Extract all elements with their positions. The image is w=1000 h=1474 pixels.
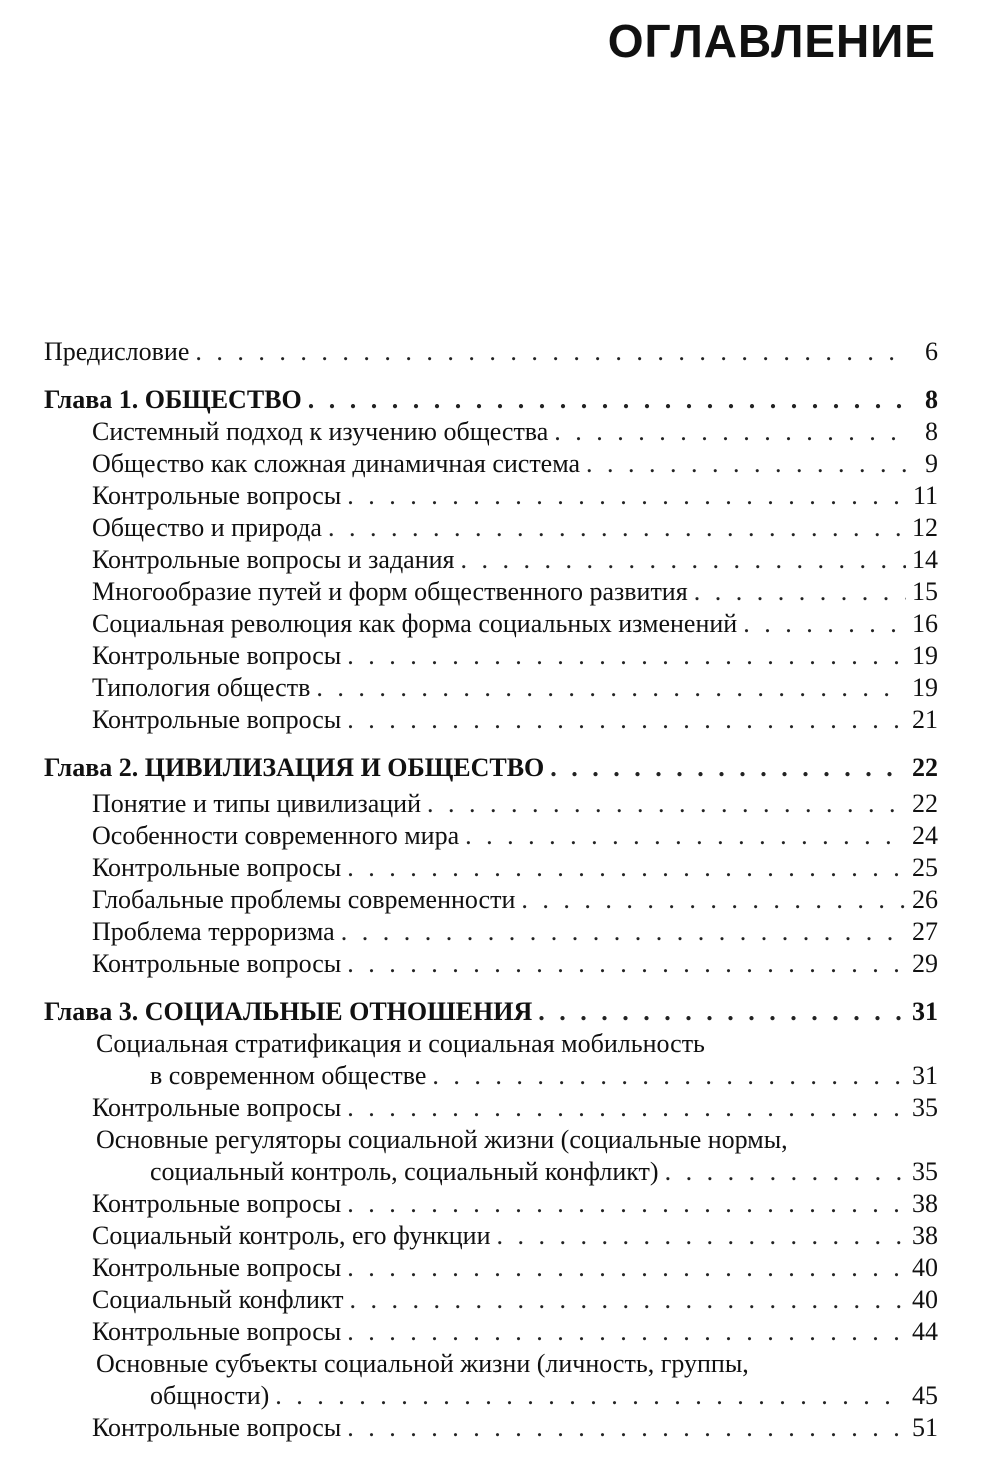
leader-dots xyxy=(586,448,906,480)
toc-entry[interactable] xyxy=(92,1188,938,1220)
leader-dots xyxy=(694,576,906,608)
toc-page-number: 51 xyxy=(912,1413,938,1442)
leader-dots xyxy=(665,1156,906,1188)
toc-entry[interactable] xyxy=(92,788,938,820)
toc-page-number: 22 xyxy=(912,789,938,818)
leader-dots xyxy=(347,948,906,980)
toc-chapter-3[interactable] xyxy=(44,996,938,1028)
leader-dots xyxy=(347,704,906,736)
toc-entry-text: Контрольные вопросы xyxy=(92,1189,342,1218)
toc-page-number: 31 xyxy=(912,997,938,1026)
toc-entry[interactable] xyxy=(92,608,938,640)
toc-page-number: 15 xyxy=(912,577,938,606)
table-of-contents xyxy=(0,336,1000,1444)
toc-entry[interactable] xyxy=(92,672,938,704)
toc-entry-text: Контрольные вопросы xyxy=(92,705,342,734)
leader-dots xyxy=(347,640,906,672)
leader-dots xyxy=(743,608,906,640)
toc-page-number: 40 xyxy=(912,1285,938,1314)
toc-page-number: 38 xyxy=(912,1189,938,1218)
toc-entry-text: Общество как сложная динамичная система xyxy=(92,449,581,478)
leader-dots xyxy=(550,752,906,784)
toc-entry-text: Контрольные вопросы xyxy=(92,853,342,882)
toc-entry[interactable] xyxy=(92,1284,938,1316)
leader-dots xyxy=(347,1316,906,1348)
toc-page-number: 16 xyxy=(912,609,938,638)
toc-entry-text: Глобальные проблемы современности xyxy=(92,885,516,914)
toc-entry-text: Общество и природа xyxy=(92,513,322,542)
toc-entry[interactable] xyxy=(92,576,938,608)
toc-entry-text: Многообразие путей и форм общественного развития xyxy=(92,577,688,606)
toc-entry-text-line1: Основные регуляторы социальной жизни (социальные нормы, xyxy=(96,1125,788,1154)
leader-dots xyxy=(347,480,906,512)
leader-dots xyxy=(195,336,906,368)
page-title: ОГЛАВЛЕНИЕ xyxy=(607,15,936,67)
leader-dots xyxy=(308,384,906,416)
toc-chapter-title: Глава 3. СОЦИАЛЬНЫЕ ОТНОШЕНИЯ xyxy=(44,997,533,1026)
toc-entry[interactable] xyxy=(92,448,938,480)
toc-page-number: 19 xyxy=(912,641,938,670)
toc-entry-text: Проблема терроризма xyxy=(92,917,335,946)
toc-entry-text: Понятие и типы цивилизаций xyxy=(92,789,421,818)
toc-entry-text: Типология обществ xyxy=(92,673,311,702)
toc-page-number: 24 xyxy=(912,821,938,850)
leader-dots xyxy=(347,1092,906,1124)
toc-page-number: 25 xyxy=(912,853,938,882)
toc-entry-text: Особенности современного мира xyxy=(92,821,460,850)
toc-entry-text: Контрольные вопросы xyxy=(92,1317,342,1346)
toc-chapter-title: Глава 2. ЦИВИЛИЗАЦИЯ И ОБЩЕСТВО xyxy=(44,753,545,782)
toc-chapter-2[interactable] xyxy=(44,752,938,784)
toc-entry-text: Предисловие xyxy=(44,337,190,366)
leader-dots xyxy=(341,916,906,948)
toc-entry[interactable] xyxy=(92,480,938,512)
toc-entry[interactable] xyxy=(92,512,938,544)
leader-dots xyxy=(554,416,906,448)
toc-page-number: 19 xyxy=(912,673,938,702)
toc-page-number: 38 xyxy=(912,1221,938,1250)
leader-dots xyxy=(275,1380,906,1412)
toc-entry[interactable] xyxy=(92,704,938,736)
leader-dots xyxy=(347,1188,906,1220)
toc-page-number: 12 xyxy=(912,513,938,542)
toc-page-number: 29 xyxy=(912,949,938,978)
leader-dots xyxy=(432,1060,906,1092)
toc-entry[interactable] xyxy=(92,1220,938,1252)
leader-dots xyxy=(465,820,906,852)
toc-entry-text: Контрольные вопросы xyxy=(92,481,342,510)
toc-entry-text: в современном обществе xyxy=(150,1061,427,1090)
leader-dots xyxy=(350,1284,906,1316)
toc-entry-preface[interactable] xyxy=(44,336,938,368)
toc-entry-text: социальный контроль, социальный конфликт) xyxy=(150,1157,659,1186)
toc-entry[interactable] xyxy=(92,1316,938,1348)
toc-entry-text: Социальная революция как форма социальных изменений xyxy=(92,609,738,638)
toc-page-number: 21 xyxy=(912,705,938,734)
toc-entry[interactable] xyxy=(92,416,938,448)
toc-entry-text: Контрольные вопросы xyxy=(92,1093,342,1122)
toc-entry[interactable] xyxy=(150,1156,938,1188)
toc-page-number: 11 xyxy=(912,481,938,510)
leader-dots xyxy=(316,672,906,704)
toc-entry[interactable] xyxy=(92,852,938,884)
toc-entry[interactable] xyxy=(92,948,938,980)
toc-entry-text: Контрольные вопросы xyxy=(92,1413,342,1442)
toc-entry-text: Контрольные вопросы xyxy=(92,1253,342,1282)
toc-page-number: 8 xyxy=(925,385,938,414)
toc-page-number: 40 xyxy=(912,1253,938,1282)
toc-page-number: 8 xyxy=(925,417,938,446)
toc-page-number: 9 xyxy=(925,449,938,478)
toc-page-number: 26 xyxy=(912,885,938,914)
leader-dots xyxy=(347,1252,906,1284)
toc-entry-text: Контрольные вопросы xyxy=(92,641,342,670)
toc-page-number: 44 xyxy=(912,1317,938,1346)
leader-dots xyxy=(328,512,906,544)
toc-entry[interactable] xyxy=(92,544,938,576)
toc-entry[interactable] xyxy=(92,1092,938,1124)
toc-entry[interactable] xyxy=(92,820,938,852)
toc-page-number: 35 xyxy=(912,1093,938,1122)
toc-page-number: 27 xyxy=(912,917,938,946)
leader-dots xyxy=(497,1220,906,1252)
toc-entry[interactable] xyxy=(92,1412,938,1444)
leader-dots xyxy=(521,884,906,916)
toc-page-number: 35 xyxy=(912,1157,938,1186)
leader-dots xyxy=(427,788,906,820)
toc-entry-text-line1: Социальная стратификация и социальная мобильность xyxy=(96,1029,705,1058)
leader-dots xyxy=(538,996,906,1028)
toc-entry[interactable] xyxy=(92,1252,938,1284)
toc-page-number: 31 xyxy=(912,1061,938,1090)
toc-entry-text: Социальный конфликт xyxy=(92,1285,344,1314)
toc-chapter-title: Глава 1. ОБЩЕСТВО xyxy=(44,385,302,414)
toc-page-number: 14 xyxy=(912,545,938,574)
leader-dots xyxy=(347,852,906,884)
toc-entry-text: Контрольные вопросы xyxy=(92,949,342,978)
toc-entry[interactable] xyxy=(150,1060,938,1092)
toc-page-number: 45 xyxy=(912,1381,938,1410)
leader-dots xyxy=(461,544,906,576)
toc-page-number: 22 xyxy=(912,753,938,782)
toc-entry-text: Контрольные вопросы и задания xyxy=(92,545,455,574)
toc-entry[interactable] xyxy=(92,640,938,672)
toc-entry[interactable] xyxy=(92,884,938,916)
toc-chapter-1[interactable] xyxy=(44,384,938,416)
toc-entry-text: Системный подход к изучению общества xyxy=(92,417,549,446)
toc-entry-text: Социальный контроль, его функции xyxy=(92,1221,491,1250)
leader-dots xyxy=(347,1412,906,1444)
toc-entry[interactable] xyxy=(92,916,938,948)
toc-entry-text: общности) xyxy=(150,1381,270,1410)
toc-entry-text-line1: Основные субъекты социальной жизни (личность, группы, xyxy=(96,1349,749,1378)
toc-entry[interactable] xyxy=(150,1380,938,1412)
toc-page-number: 6 xyxy=(925,337,938,366)
